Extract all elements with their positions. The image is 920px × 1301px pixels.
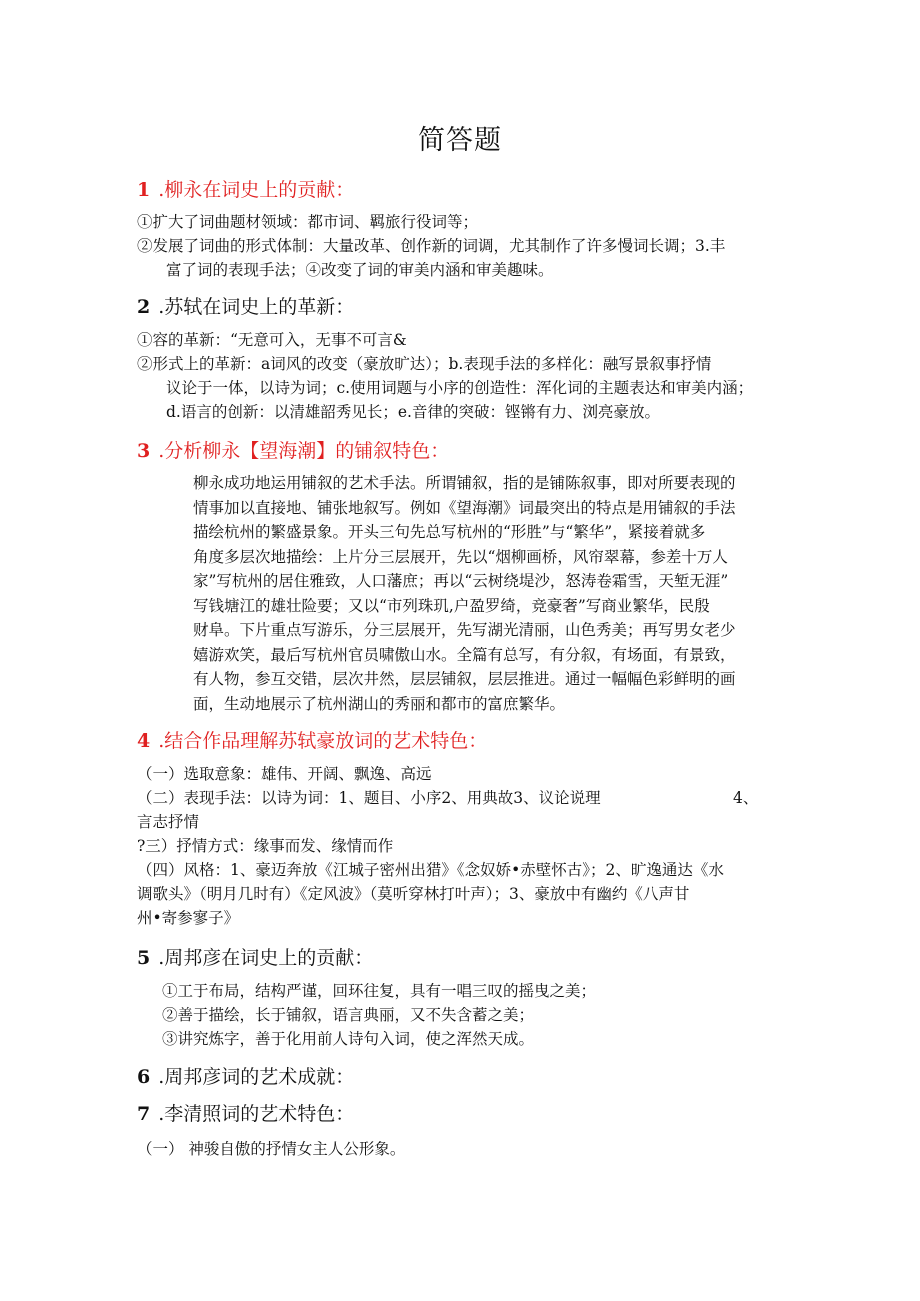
text-line: 议论于一体，以诗为词；c.使用词题与小序的创造性：浑化词的主题表达和审美内涵； — [166, 379, 754, 397]
text-line: ①容的革新：“无意可入，无事不可言& — [137, 331, 407, 349]
text-line: （一）选取意象：雄伟、开阔、飘逸、高远 — [137, 765, 432, 783]
text-line: （二）表现手法：以诗为词：1、题目、小序2、用典故3、议论说理 — [137, 789, 601, 807]
paragraph-line: 柳永成功地运用铺叙的艺术手法。所谓铺叙，指的是铺陈叙事，即对所要表现的 — [193, 474, 736, 492]
section-heading-text: .周邦彦在词史上的贡献： — [158, 947, 374, 969]
section-heading-text: .结合作品理解苏轼豪放词的艺术特色： — [158, 730, 488, 752]
section-heading-text: .李清照词的艺术特色： — [158, 1103, 355, 1125]
section-heading-text: .周邦彦词的艺术成就： — [158, 1066, 355, 1088]
text-line: （四）风格：1、豪迈奔放《江城子密州出猎》《念奴娇•赤壁怀古》；2、旷逸通达《水 — [137, 861, 724, 879]
text-line: 调歌头》（明月几时有）《定风波》（莫听穿林打叶声）；3、豪放中有幽约《八声甘 — [137, 885, 690, 903]
paragraph-line: 情事加以直接地、铺张地叙写。例如《望海潮》词最突出的特点是用铺叙的手法 — [193, 498, 736, 517]
section-heading-text: .苏轼在词史上的革新： — [158, 296, 355, 318]
text-line: ②发展了词曲的形式体制：大量改革、创作新的词调，尤其制作了许多慢词长调；3.丰 — [137, 237, 726, 255]
section-number: 7 — [137, 1103, 151, 1125]
page-title: 简答题 — [418, 125, 502, 156]
section-5-heading — [137, 943, 373, 970]
text-line: 富了词的表现手法；④改变了词的审美内涵和审美趣味。 — [166, 261, 554, 279]
text-line: （一） 神骏自傲的抒情女主人公形象。 — [137, 1140, 406, 1158]
text-line: ②形式上的革新：a词风的改变（豪放旷达）；b.表现手法的多样化：融写景叙事抒情 — [137, 355, 712, 373]
text-line: ?三）抒情方式：缘事而发、缘情而作 — [137, 837, 394, 855]
text-line: 4、 — [733, 789, 759, 807]
section-number: 6 — [137, 1066, 151, 1088]
section-3-heading — [137, 436, 449, 463]
text-line: d.语言的创新：以清雄韶秀见长；e.音律的突破：铿锵有力、浏亮豪放。 — [166, 403, 660, 421]
section-number: 2 — [137, 296, 151, 318]
section-number: 3 — [137, 440, 151, 462]
paragraph-line: 写钱塘江的雄壮险要；又以“市列珠玑,户盈罗绮，竞豪奢”写商业繁华，民殷 — [193, 596, 710, 615]
text-line: 言志抒情 — [137, 813, 200, 831]
section-2-heading — [137, 292, 354, 319]
section-heading-text: .分析柳永【望海潮】的铺叙特色： — [158, 440, 450, 462]
paragraph-line: 嬉游欢笑，最后写杭州官员啸傲山水。全篇有总写，有分叙，有场面，有景致， — [193, 645, 736, 664]
paragraph-line: 家”写杭州的居住雅致，人口藩庶；再以“云树绕堤沙，怒涛卷霜雪，天堑无涯” — [193, 572, 729, 590]
section-4-heading — [137, 726, 487, 753]
paragraph-line: 描绘杭州的繁盛景象。开头三句先总写杭州的“形胜”与“繁华”，紧接着就多 — [193, 523, 706, 541]
text-line: ①扩大了词曲题材领域：都市词、羁旅行役词等； — [137, 213, 479, 231]
text-line: ③讲究炼字，善于化用前人诗句入词，使之浑然天成。 — [162, 1030, 535, 1048]
paragraph-line: 财阜。下片重点写游乐，分三层展开，先写湖光清丽，山色秀美；再写男女老少 — [193, 621, 736, 639]
paragraph-line: 面，生动地展示了杭州湖山的秀丽和都市的富庶繁华。 — [193, 694, 566, 713]
section-1-heading — [137, 175, 354, 202]
paragraph-line: 有人物，参互交错，层次井然，层层铺叙，层层推进。通过一幅幅色彩鲜明的画 — [193, 670, 736, 688]
section-6-heading — [137, 1062, 354, 1089]
section-number: 1 — [137, 179, 151, 201]
section-3-paragraph — [193, 471, 795, 716]
paragraph-line: 角度多层次地描绘：上片分三层展开，先以“烟柳画桥，风帘翠幕，参差十万人 — [193, 547, 728, 566]
text-line: 州•寄参寥子》 — [137, 909, 240, 927]
section-heading-text: .柳永在词史上的贡献： — [158, 179, 355, 201]
section-number: 4 — [137, 730, 151, 752]
text-line: ①工于布局，结构严谨，回环往复，具有一唱三叹的摇曳之美； — [162, 982, 597, 1000]
text-line: ②善于描绘，长于铺叙，语言典丽，又不失含蓄之美； — [162, 1006, 535, 1024]
section-number: 5 — [137, 947, 151, 969]
section-7-heading — [137, 1099, 354, 1126]
